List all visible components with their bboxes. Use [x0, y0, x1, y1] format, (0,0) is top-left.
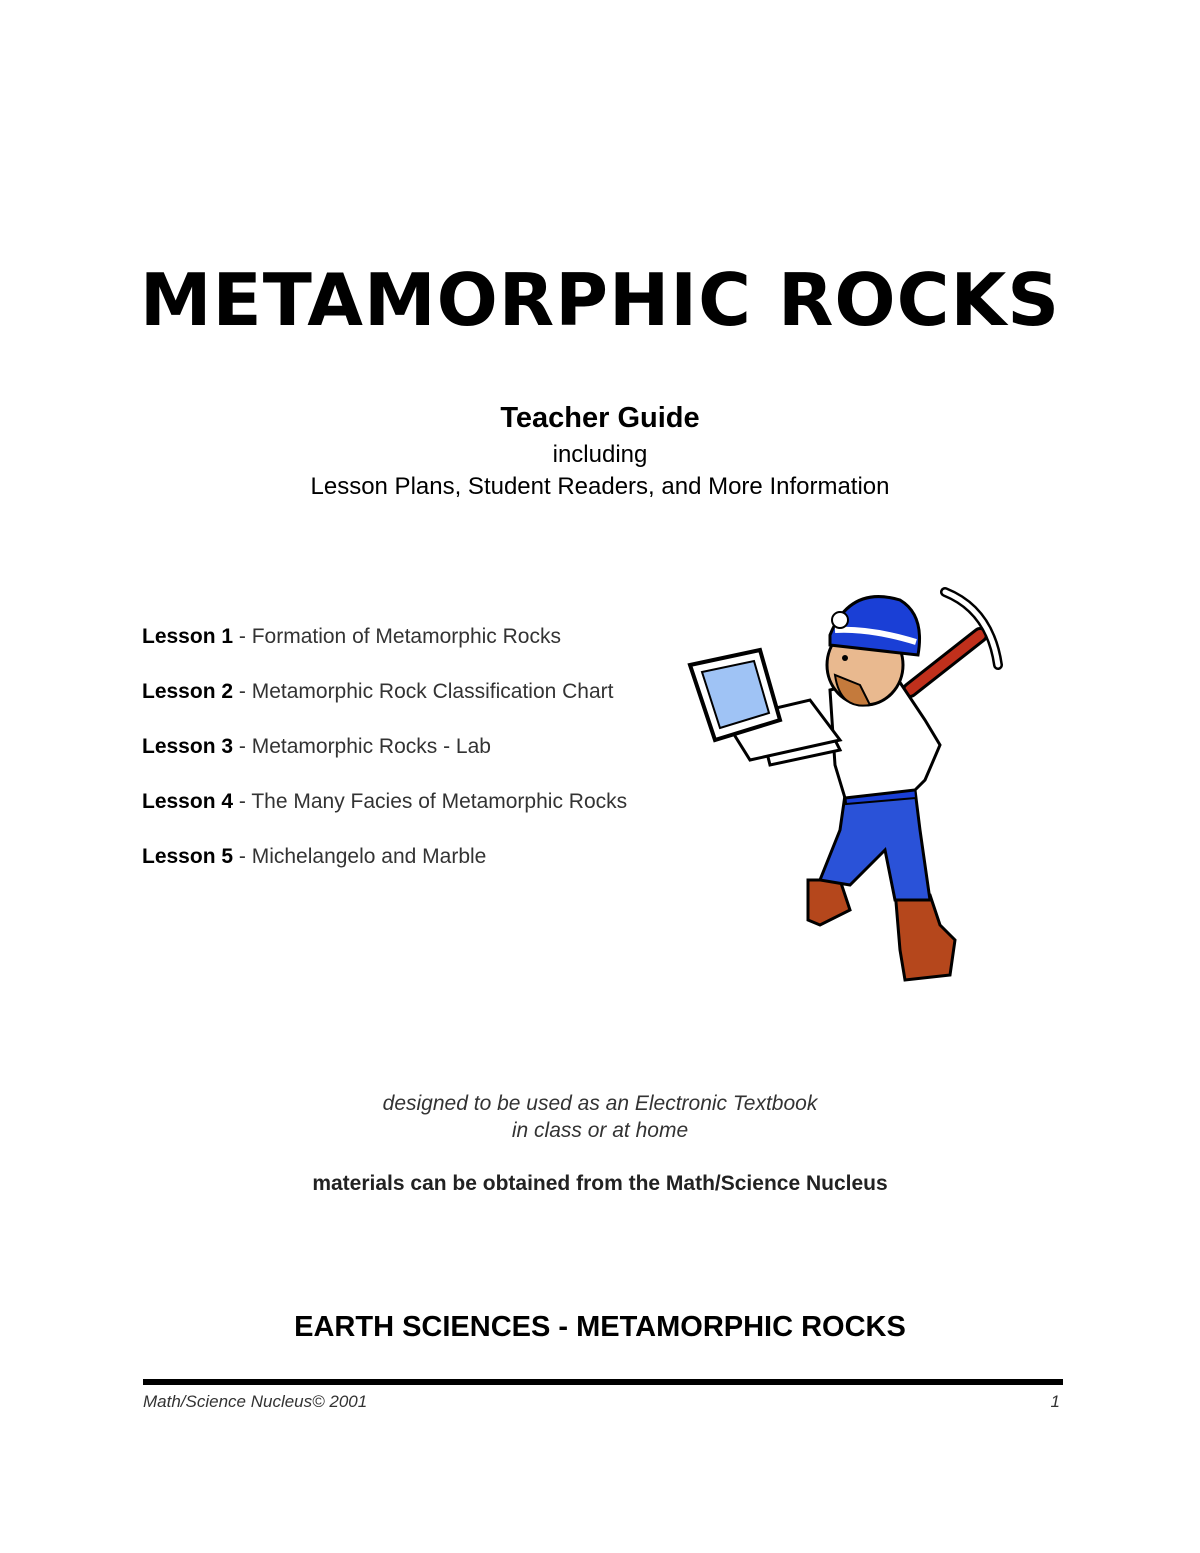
including-text: including — [552, 441, 648, 468]
lesson-item — [142, 736, 627, 791]
lesson-title: - Metamorphic Rocks - Lab — [233, 735, 491, 758]
lesson-list — [142, 626, 627, 901]
footer-divider — [143, 1379, 1063, 1385]
lesson-item — [142, 626, 627, 681]
lesson-number: Lesson 2 — [142, 680, 234, 703]
lesson-number: Lesson 3 — [142, 735, 234, 758]
lesson-title: - Michelangelo and Marble — [233, 845, 487, 868]
page-number: 1 — [1050, 1392, 1060, 1411]
lesson-number: Lesson 5 — [142, 845, 234, 868]
lesson-title: - Formation of Metamorphic Rocks — [233, 625, 561, 648]
lesson-number: Lesson 1 — [142, 625, 234, 648]
copyright-text: Math/Science Nucleus© 2001 — [143, 1392, 368, 1411]
main-title: METAMORPHIC ROCKS — [139, 258, 1061, 342]
lesson-item — [142, 681, 627, 736]
designed-line-1: designed to be used as an Electronic Textbook — [382, 1092, 818, 1115]
miner-with-laptop-illustration — [680, 580, 1010, 1000]
lesson-item — [142, 791, 627, 846]
footer-title: EARTH SCIENCES - METAMORPHIC ROCKS — [294, 1311, 906, 1343]
lesson-title: - Metamorphic Rock Classification Chart — [233, 680, 614, 703]
designed-line-2: in class or at home — [511, 1119, 689, 1142]
materials-note: materials can be obtained from the Math/Science Nucleus — [312, 1172, 888, 1195]
lesson-item — [142, 846, 627, 901]
teacher-guide-heading: Teacher Guide — [500, 402, 700, 434]
contents-text: Lesson Plans, Student Readers, and More Information — [310, 473, 890, 500]
lesson-number: Lesson 4 — [142, 790, 234, 813]
lesson-title: - The Many Facies of Metamorphic Rocks — [233, 790, 628, 813]
